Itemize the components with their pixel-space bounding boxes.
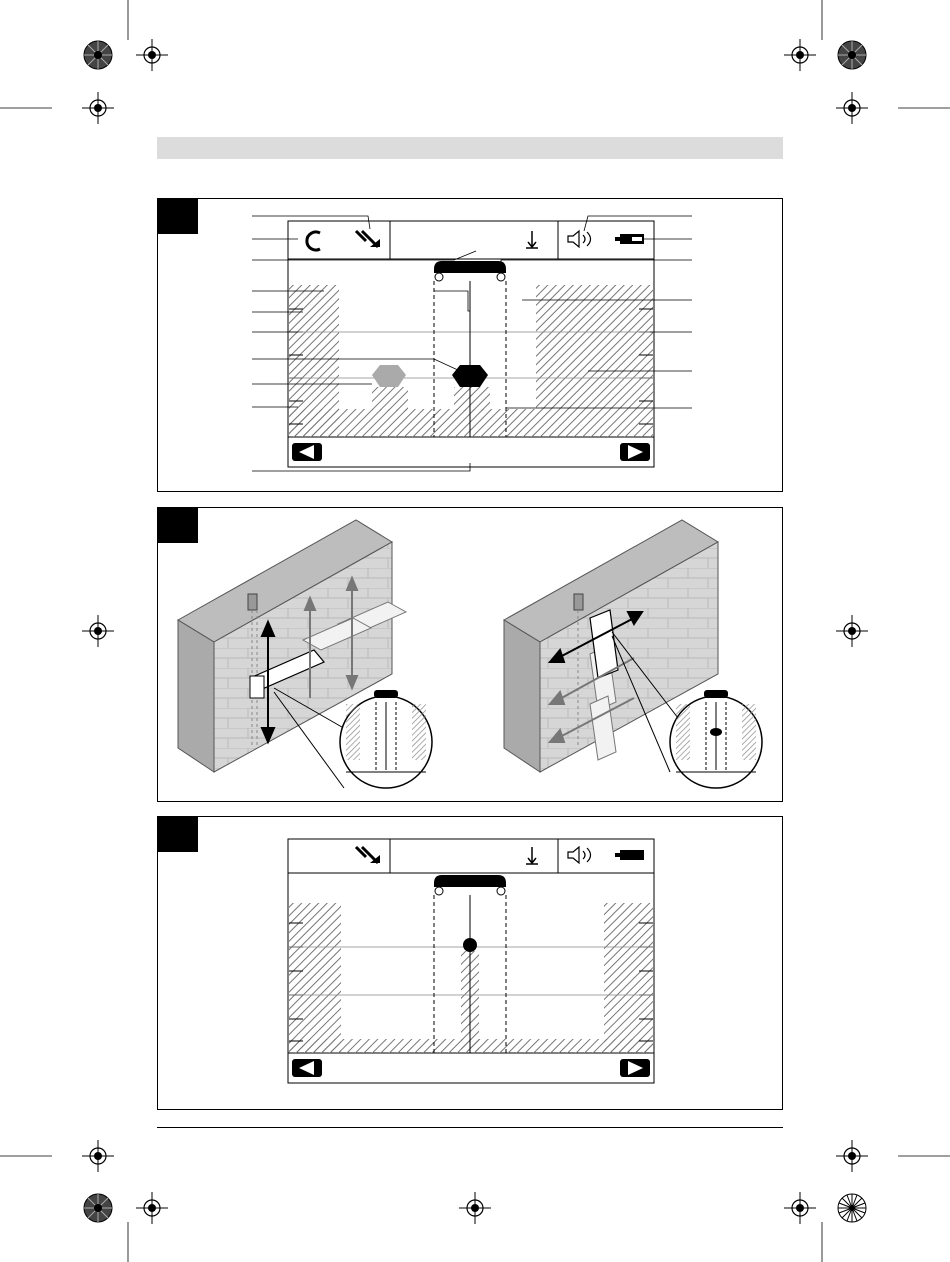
figure-c-panel — [157, 816, 783, 1110]
figure-b-panel — [157, 507, 783, 802]
left-arrow-button[interactable] — [292, 1059, 322, 1077]
detected-object-marker — [463, 938, 477, 952]
figure-c-diagram — [158, 817, 782, 1109]
figure-b-diagram — [158, 508, 782, 801]
vertical-scan-scene — [504, 520, 762, 788]
figure-a-diagram — [158, 199, 782, 491]
horizontal-scan-scene — [178, 520, 432, 788]
figure-a-panel — [157, 198, 783, 492]
left-arrow-button[interactable] — [292, 443, 322, 461]
right-arrow-button[interactable] — [620, 443, 650, 461]
right-arrow-button[interactable] — [620, 1059, 650, 1077]
